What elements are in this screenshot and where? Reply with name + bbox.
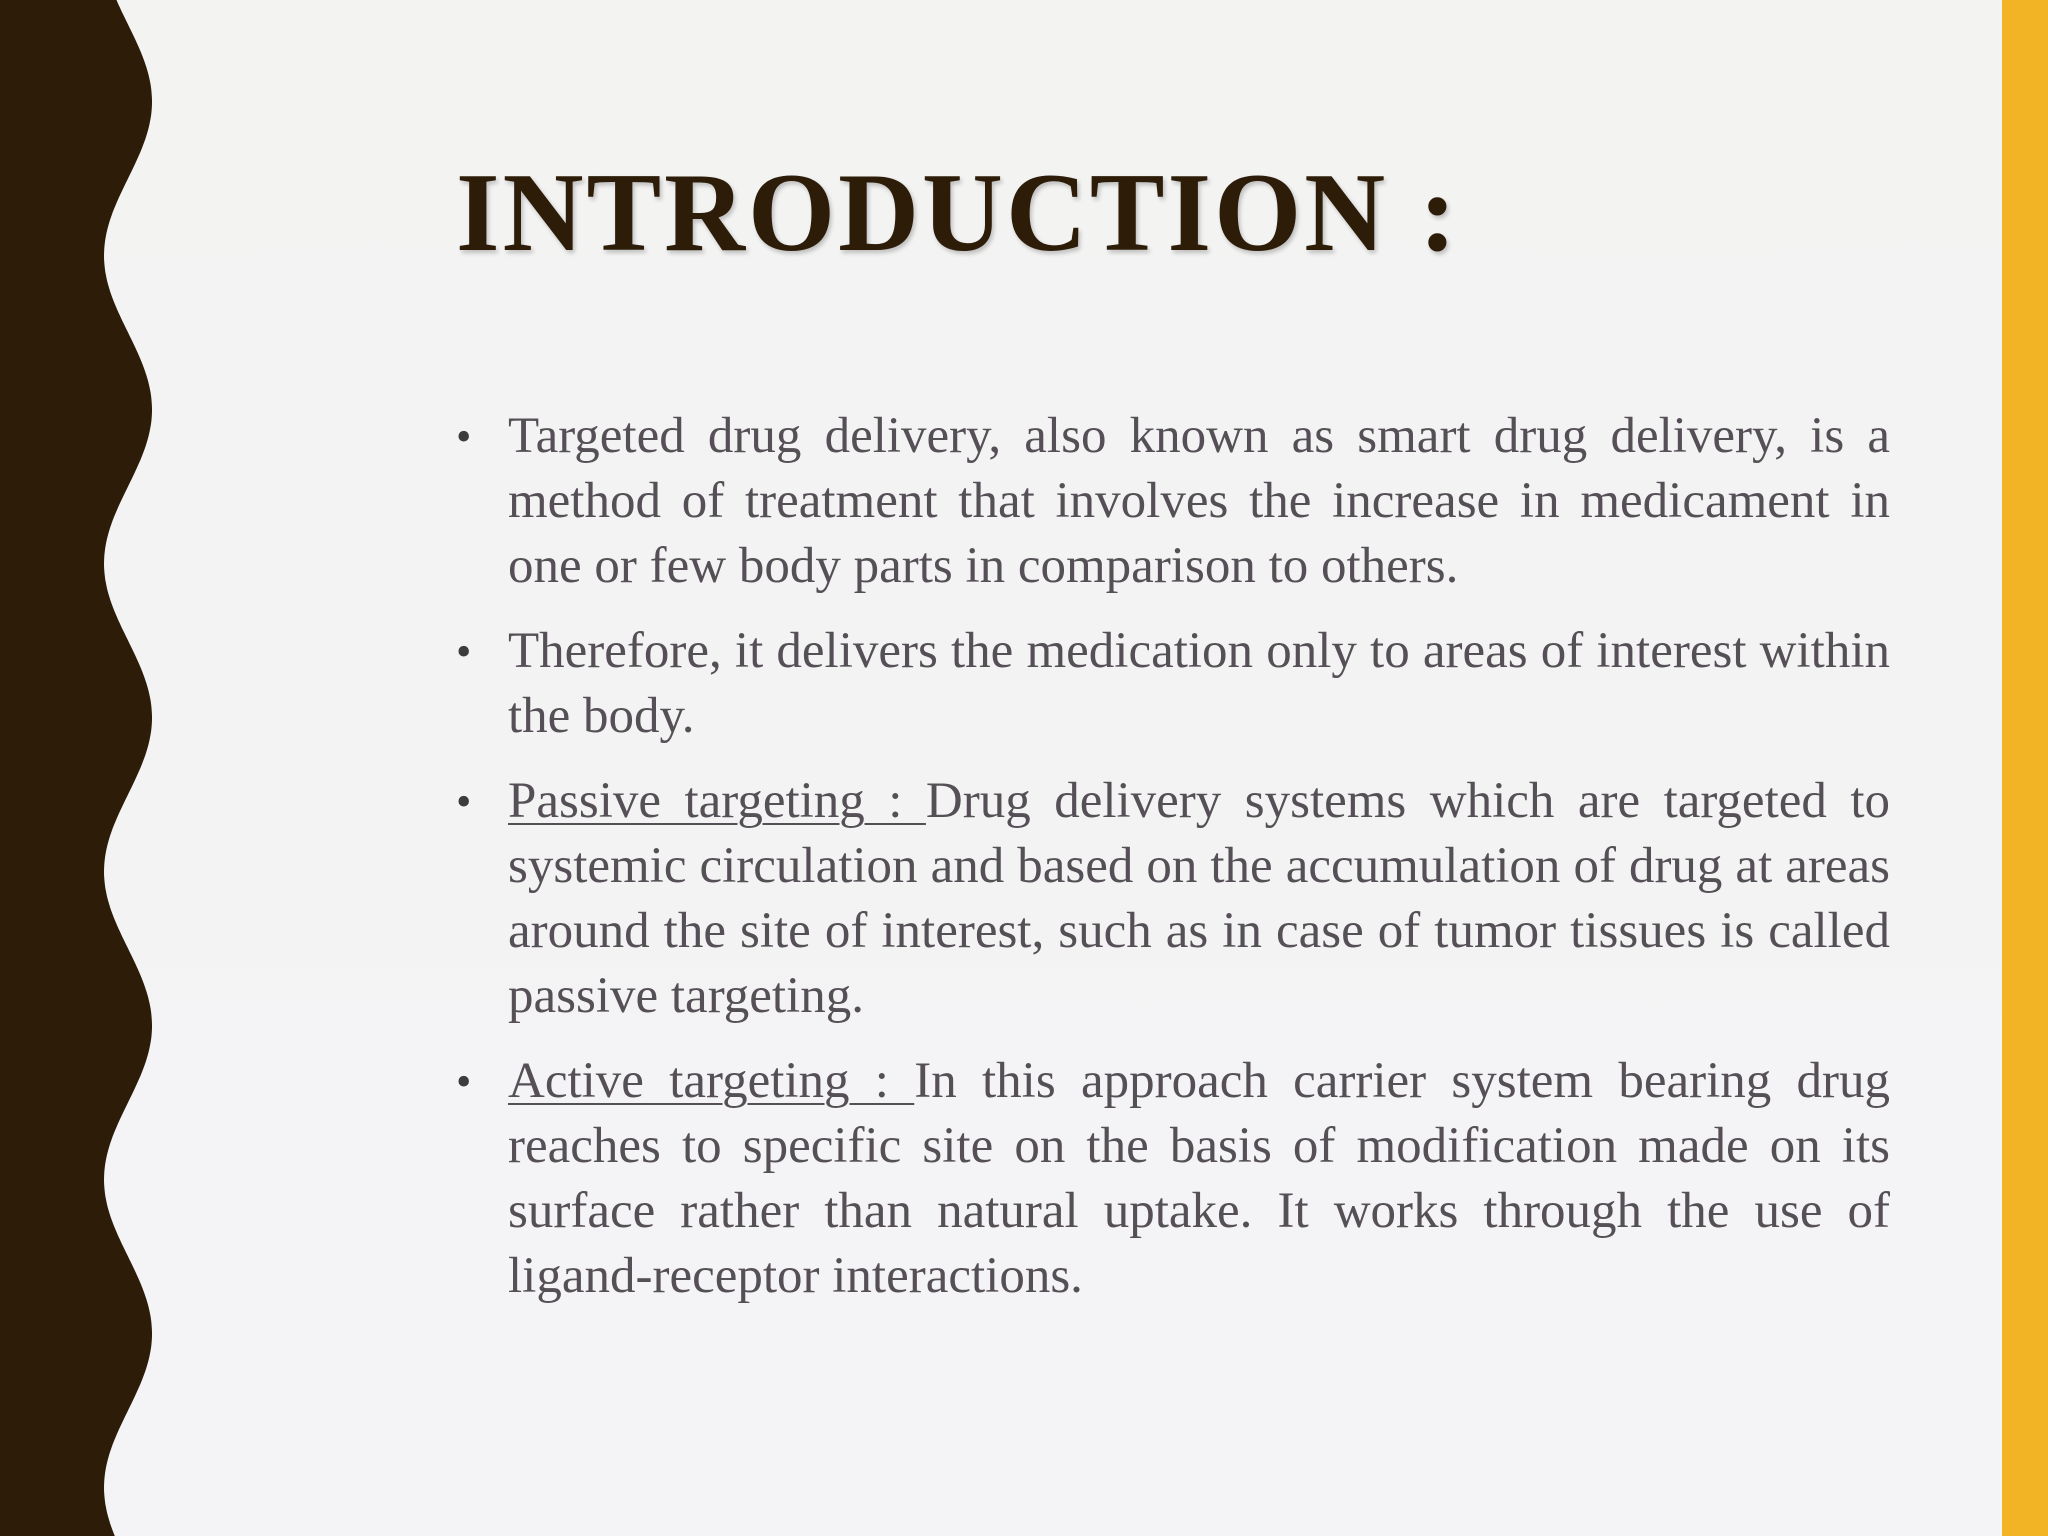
- bullet-dot-icon: •: [456, 412, 472, 461]
- wavy-side-band: [0, 0, 160, 1536]
- bullet-text: Targeted drug delivery, also known as smart drug delivery, is a method of treatment that involves the increase in medicament in one or few body parts in comparison to others.: [508, 408, 1890, 594]
- bullet-term-passive-targeting: Passive targeting :: [508, 773, 926, 829]
- bullet-text: Drug delivery systems which are targeted to systemic circulation and based on the accumulation of drug at areas around the site of interest, such as in case of tumor tissues is called passive targeting.: [508, 773, 1891, 1024]
- bullet-dot-icon: •: [456, 777, 472, 826]
- bullet-term-active-targeting: Active targeting :: [508, 1053, 915, 1109]
- list-item: [456, 404, 1890, 599]
- bullet-list: [456, 404, 1890, 1329]
- bullet-text: Therefore, it delivers the medication only to areas of interest within the body.: [508, 623, 1890, 744]
- bullet-dot-icon: •: [456, 627, 472, 676]
- bullet-dot-icon: •: [456, 1057, 472, 1106]
- page-title: INTRODUCTION :: [456, 151, 1460, 275]
- accent-bar: [2002, 0, 2048, 1536]
- bullet-text: In this approach carrier system bearing drug reaches to specific site on the basis of modification made on its surface rather than natural uptake. It works through the use of ligand-receptor interactions.: [508, 1053, 1890, 1304]
- list-item: [456, 619, 1890, 749]
- list-item: [456, 1049, 1890, 1309]
- list-item: [456, 769, 1890, 1029]
